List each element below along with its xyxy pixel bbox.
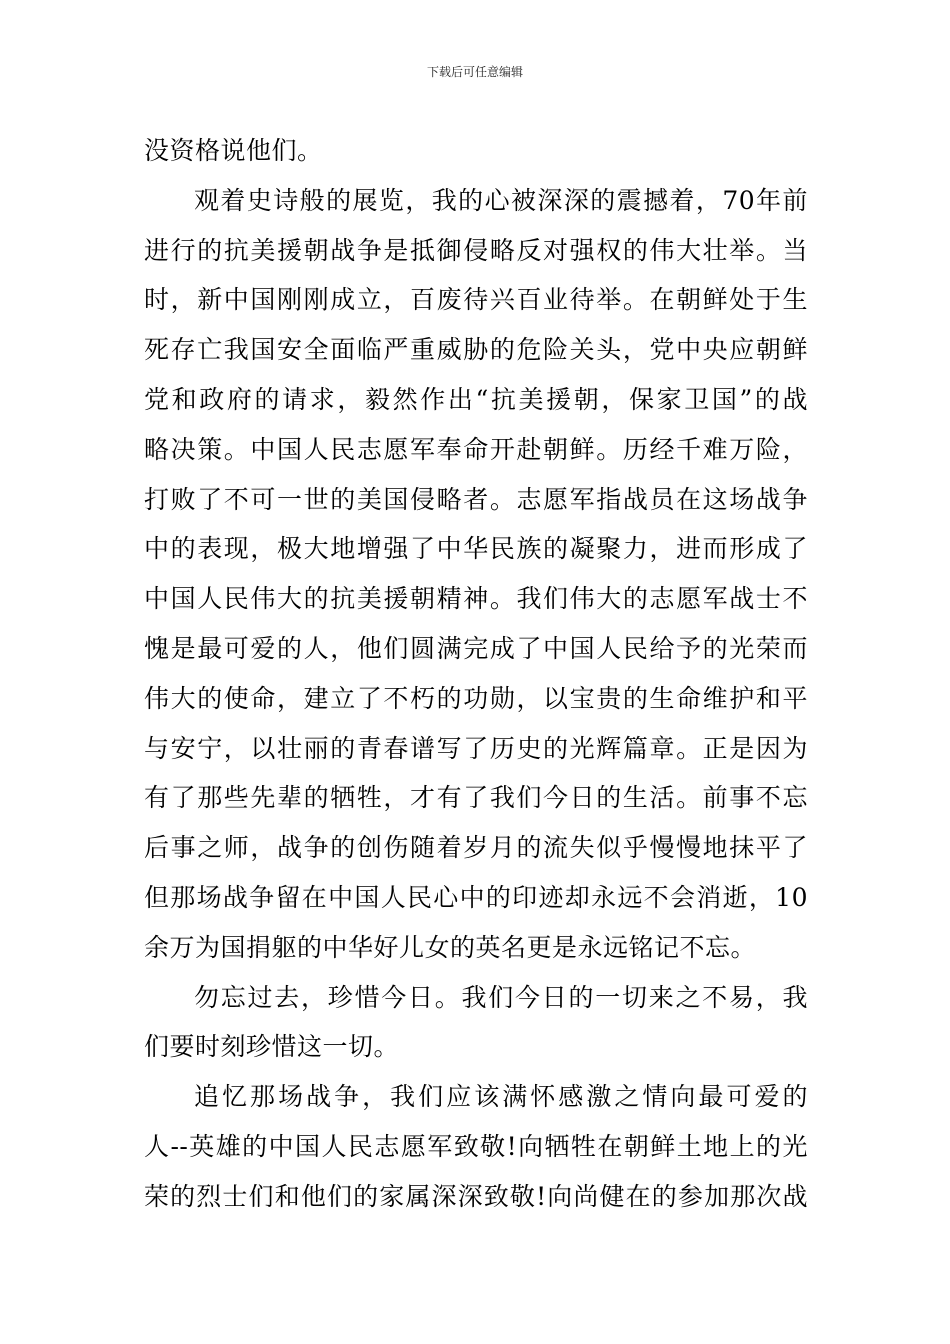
text-line: 但那场战争留在中国人民心中的印迹却永远不会消逝，10 <box>144 882 808 912</box>
text-line: 中的表现，极大地增强了中华民族的凝聚力，进而形成了 <box>144 534 808 564</box>
text-line: 人--英雄的中国人民志愿军致敬!向牺牲在朝鲜土地上的光 <box>144 1131 808 1161</box>
text-line: 余万为国捐躯的中华好儿女的英名更是永远铭记不忘。 <box>144 932 757 962</box>
page-header: 下载后可任意编辑 <box>426 65 523 79</box>
text-line: 中国人民伟大的抗美援朝精神。我们伟大的志愿军战士不 <box>144 584 808 614</box>
document-body <box>144 126 808 1222</box>
text-line: 勿忘过去，珍惜今日。我们今日的一切来之不易，我 <box>194 982 808 1012</box>
text-line: 愧是最可爱的人，他们圆满完成了中国人民给予的光荣而 <box>144 633 808 663</box>
text-line: 与安宁，以壮丽的青春谱写了历史的光辉篇章。正是因为 <box>144 733 808 763</box>
text-line: 没资格说他们。 <box>144 136 323 165</box>
text-line: 死存亡我国安全面临严重威胁的危险关头，党中央应朝鲜 <box>144 335 808 365</box>
text-line: 打败了不可一世的美国侵略者。志愿军指战员在这场战争 <box>144 484 808 514</box>
text-line: 观着史诗般的展览，我的心被深深的震撼着，70年前 <box>194 185 808 215</box>
text-line: 进行的抗美援朝战争是抵御侵略反对强权的伟大壮举。当 <box>144 235 808 265</box>
text-line: 有了那些先辈的牺牲，才有了我们今日的生活。前事不忘 <box>144 783 808 813</box>
text-line: 略决策。中国人民志愿军奉命开赴朝鲜。历经千难万险， <box>144 434 808 464</box>
text-line: 党和政府的请求，毅然作出“抗美援朝，保家卫国”的战 <box>144 384 808 414</box>
text-line: 荣的烈士们和他们的家属深深致敬!向尚健在的参加那次战 <box>144 1181 808 1211</box>
text-line: 伟大的使命，建立了不朽的功勋，以宝贵的生命维护和平 <box>144 683 808 713</box>
text-line: 后事之师，战争的创伤随着岁月的流失似乎慢慢地抹平了 <box>144 833 808 863</box>
text-line: 时，新中国刚刚成立，百废待兴百业待举。在朝鲜处于生 <box>144 285 808 315</box>
text-line: 追忆那场战争，我们应该满怀感激之情向最可爱的 <box>194 1082 808 1112</box>
text-line: 们要时刻珍惜这一切。 <box>144 1032 400 1062</box>
